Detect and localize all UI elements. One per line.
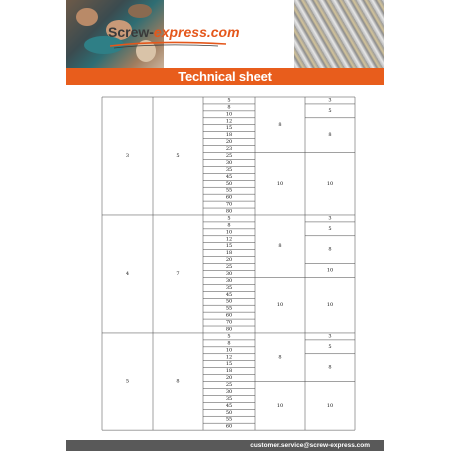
pack-quantity-cell: 10 [326, 402, 334, 409]
length-cell: 20 [225, 139, 233, 146]
diameter-cell: 4 [125, 270, 130, 277]
length-cell: 5 [227, 333, 231, 340]
length-cell: 8 [227, 222, 231, 229]
length-cell: 30 [225, 159, 233, 166]
length-cell: 25 [225, 382, 233, 389]
box-size-cell: 10 [276, 402, 284, 409]
pack-quantity-cell: 10 [326, 302, 334, 309]
pack-quantity-cell: 3 [328, 215, 332, 222]
length-cell: 70 [225, 201, 233, 208]
length-cell: 10 [225, 229, 233, 236]
length-cell: 30 [225, 277, 233, 284]
box-size-cell: 10 [276, 180, 284, 187]
head-cell: 8 [176, 378, 180, 385]
pack-quantity-cell: 8 [328, 364, 332, 371]
length-cell: 35 [225, 395, 233, 402]
length-cell: 10 [225, 347, 233, 354]
length-cell: 8 [227, 104, 231, 111]
pack-quantity-cell: 8 [328, 132, 332, 139]
length-cell: 45 [225, 173, 233, 180]
length-cell: 60 [225, 312, 233, 319]
length-cell: 18 [225, 250, 233, 257]
pack-quantity-cell: 10 [326, 267, 334, 274]
box-size-cell: 8 [278, 121, 282, 128]
length-cell: 20 [225, 257, 233, 264]
head-cell: 7 [176, 270, 180, 277]
length-cell: 35 [225, 166, 233, 173]
box-size-cell: 8 [278, 354, 282, 361]
footer-email: customer.service@screw-express.com [250, 442, 370, 449]
length-cell: 30 [225, 270, 233, 277]
brand-logo-accent: express.com [153, 24, 240, 40]
length-cell: 30 [225, 388, 233, 395]
length-cell: 25 [225, 152, 233, 159]
length-cell: 12 [225, 354, 233, 361]
length-cell: 60 [225, 194, 233, 201]
length-cell: 50 [225, 298, 233, 305]
length-cell: 80 [225, 208, 233, 215]
length-cell: 18 [225, 132, 233, 139]
head-cell: 5 [176, 152, 180, 159]
pack-quantity-cell: 3 [328, 97, 332, 104]
length-cell: 55 [225, 187, 233, 194]
page-title: Technical sheet [178, 69, 272, 84]
length-cell: 55 [225, 416, 233, 423]
length-cell: 8 [227, 340, 231, 347]
pack-quantity-cell: 3 [328, 333, 332, 340]
length-cell: 50 [225, 409, 233, 416]
pack-quantity-cell: 5 [328, 343, 332, 350]
pack-quantity-cell: 8 [328, 246, 332, 253]
box-size-cell: 10 [276, 302, 284, 309]
length-cell: 10 [225, 111, 233, 118]
diameter-cell: 5 [125, 378, 130, 385]
length-cell: 55 [225, 305, 233, 312]
length-cell: 5 [227, 215, 231, 222]
length-cell: 15 [225, 243, 233, 250]
pack-quantity-cell: 5 [328, 107, 332, 114]
length-cell: 50 [225, 180, 233, 187]
diameter-cell: 3 [125, 152, 130, 159]
length-cell: 12 [225, 236, 233, 243]
length-cell: 15 [225, 125, 233, 132]
brand-logo-main: Screw- [108, 24, 154, 40]
length-cell: 45 [225, 402, 233, 409]
length-cell: 12 [225, 118, 233, 125]
length-cell: 23 [225, 146, 233, 153]
box-size-cell: 8 [278, 243, 282, 250]
length-cell: 20 [225, 375, 233, 382]
pack-quantity-cell: 10 [326, 180, 334, 187]
length-cell: 5 [227, 97, 231, 104]
length-cell: 18 [225, 368, 233, 375]
length-cell: 25 [225, 264, 233, 271]
pack-quantity-cell: 5 [328, 225, 332, 232]
length-cell: 35 [225, 284, 233, 291]
length-cell: 45 [225, 291, 233, 298]
length-cell: 80 [225, 326, 233, 333]
length-cell: 15 [225, 361, 233, 368]
footer-bar [66, 440, 384, 451]
length-cell: 70 [225, 319, 233, 326]
length-cell: 60 [225, 423, 233, 430]
